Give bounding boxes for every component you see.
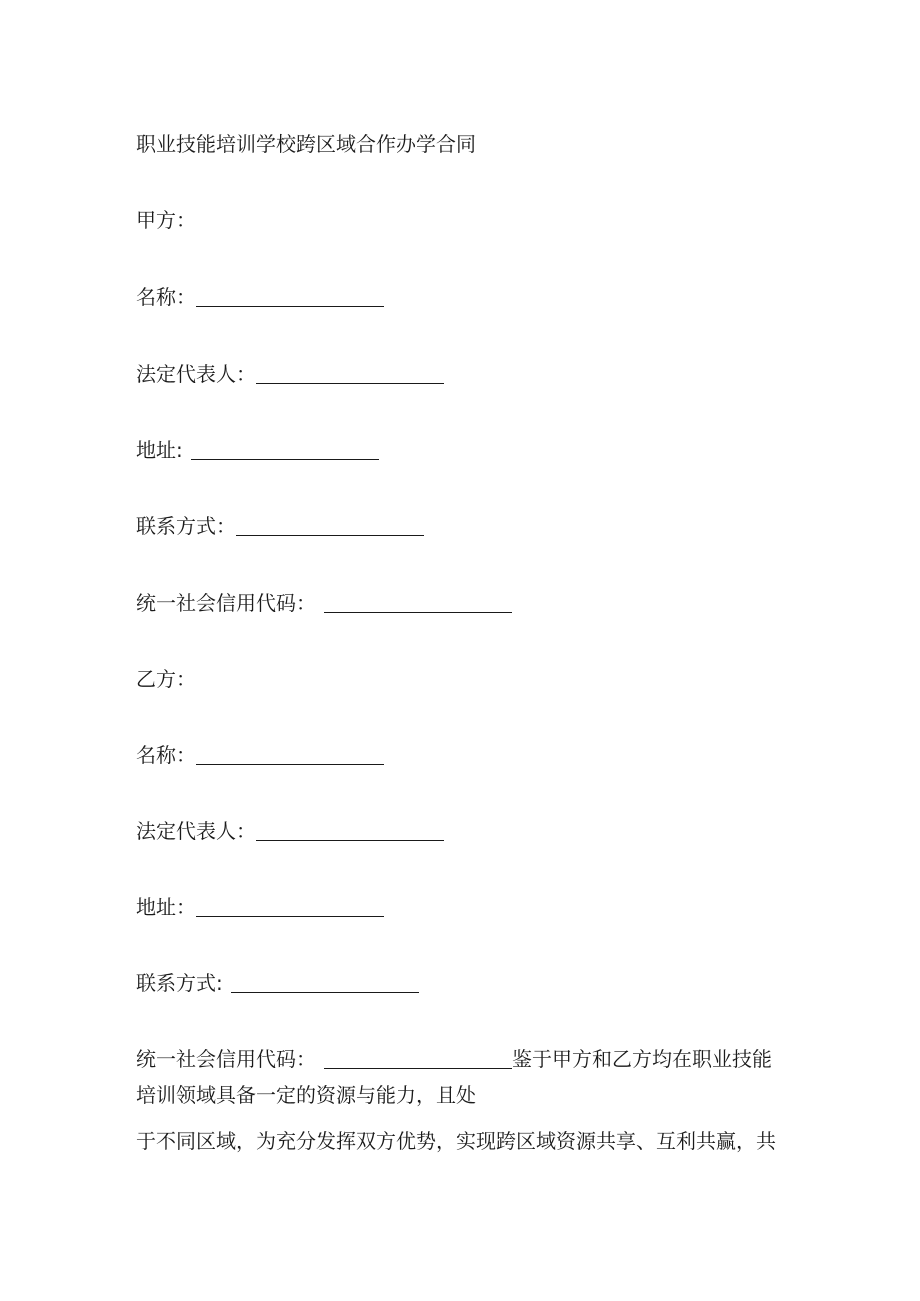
party-a-contact-label: 联系方式： xyxy=(136,514,236,538)
party-a-rep-row xyxy=(136,360,444,388)
party-b-code-blank xyxy=(324,1048,512,1069)
party-b-code-row xyxy=(136,1045,772,1073)
preamble-line-2: 培训领域具备一定的资源与能力，且处 xyxy=(136,1083,476,1107)
party-b-code-label: 统一社会信用代码： xyxy=(136,1047,316,1071)
party-a-code-label: 统一社会信用代码： xyxy=(136,591,316,615)
party-b-contact-blank xyxy=(231,972,419,993)
party-b-contact-label: 联系方式: xyxy=(136,971,223,995)
party-a-code-row xyxy=(136,589,512,617)
party-b-address-blank xyxy=(196,896,384,917)
party-a-address-label: 地址: xyxy=(136,438,183,462)
party-a-code-blank xyxy=(324,592,512,613)
party-b-rep-row xyxy=(136,817,444,845)
party-a-name-row xyxy=(136,283,384,311)
party-b-name-row xyxy=(136,741,384,769)
party-a-contact-row xyxy=(136,512,424,540)
party-a-rep-label: 法定代表人： xyxy=(136,362,256,386)
party-a-name-label: 名称： xyxy=(136,285,196,309)
preamble-line-1: 鉴于甲方和乙方均在职业技能 xyxy=(512,1047,772,1071)
party-a-name-blank xyxy=(196,286,384,307)
party-b-name-blank xyxy=(196,744,384,765)
party-b-name-label: 名称： xyxy=(136,743,196,767)
party-a-contact-blank xyxy=(236,515,424,536)
party-b-heading: 乙方： xyxy=(136,667,196,691)
party-a-rep-blank xyxy=(256,363,444,384)
party-a-address-blank xyxy=(191,439,379,460)
party-b-rep-label: 法定代表人： xyxy=(136,819,256,843)
party-b-rep-blank xyxy=(256,820,444,841)
party-b-address-row xyxy=(136,893,384,921)
party-a-heading: 甲方： xyxy=(136,208,196,232)
party-b-address-label: 地址： xyxy=(136,895,196,919)
document-title: 职业技能培训学校跨区域合作办学合同 xyxy=(136,132,476,156)
preamble-line-3: 于不同区域，为充分发挥双方优势，实现跨区域资源共享、互利共赢，共 xyxy=(136,1129,776,1153)
party-b-contact-row xyxy=(136,969,419,997)
party-a-address-row xyxy=(136,436,379,464)
